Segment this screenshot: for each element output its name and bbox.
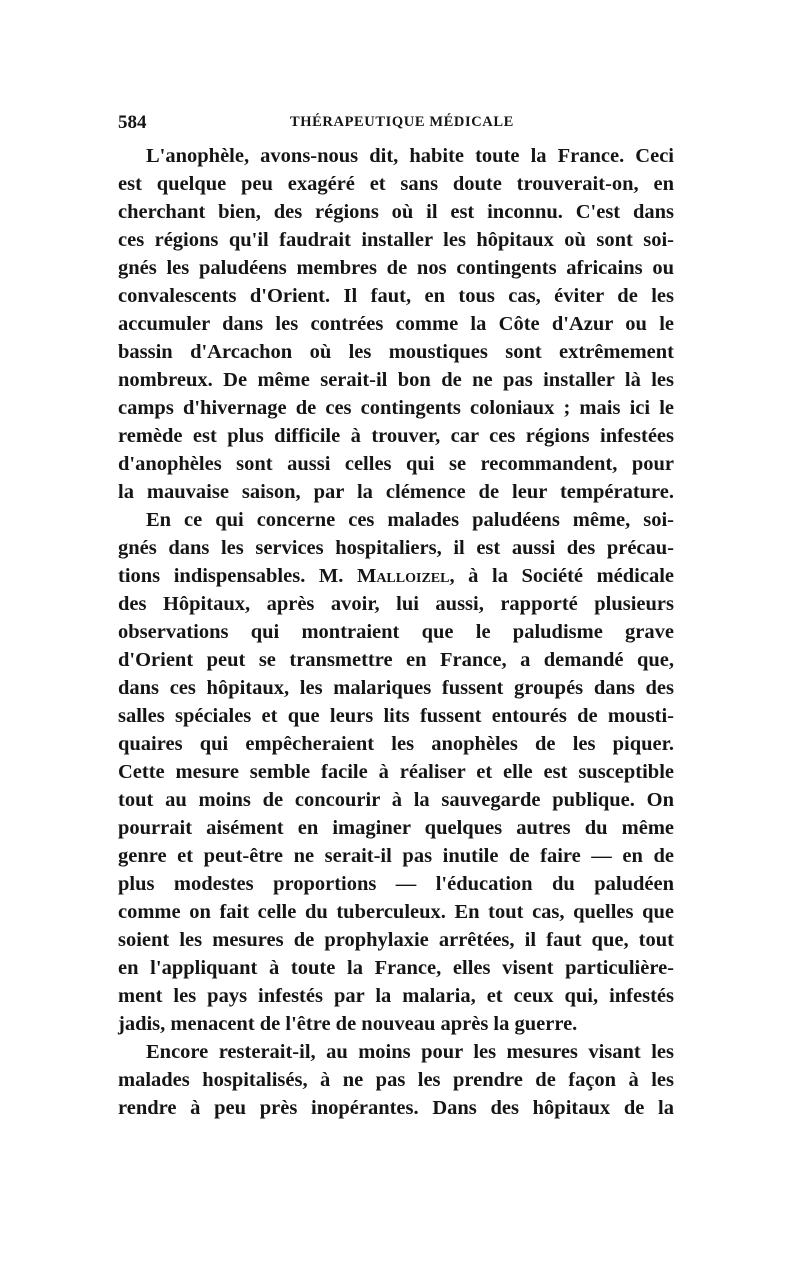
text-line: dans ces hôpitaux, les malariques fussent groupés dans des (118, 677, 674, 699)
text-line: L'anophèle, avons-nous dit, habite toute la France. Ceci (146, 145, 674, 167)
text-line: observations qui montraient que le paludisme grave (118, 621, 674, 643)
text-line: genre et peut-être ne serait-il pas inutile de faire — en de (118, 845, 674, 867)
text-line: salles spéciales et que leurs lits fussent entourés de mousti- (118, 705, 674, 727)
text-line: bassin d'Arcachon où les moustiques sont extrêmement (118, 341, 674, 363)
text-line: ces régions qu'il faudrait installer les hôpitaux où sont soi- (118, 229, 674, 251)
text-line-start: tions indispensables. M. (118, 565, 357, 587)
text-line: jadis, menacent de l'être de nouveau après la guerre. (118, 1013, 578, 1035)
text-line: accumuler dans les contrées comme la Côte d'Azur ou le (118, 313, 674, 335)
paragraph-3 (118, 1038, 674, 1122)
text-line: la mauvaise saison, par la clémence de leur température. (118, 481, 674, 503)
text-line: quaires qui empêcheraient les anophèles de les piquer. (118, 733, 674, 755)
page-header (118, 112, 674, 142)
text-line: gnés dans les services hospitaliers, il est aussi des précau- (118, 537, 674, 559)
text-line: d'anophèles sont aussi celles qui se recommandent, pour (118, 453, 674, 475)
text-line: cherchant bien, des régions où il est inconnu. C'est dans (118, 201, 674, 223)
body-text (118, 142, 674, 1122)
text-line-with-author (118, 562, 674, 590)
text-line: En ce qui concerne ces malades paludéens même, soi- (146, 509, 674, 531)
text-line: en l'appliquant à toute la France, elles visent particulière- (118, 957, 674, 979)
text-line: malades hospitalisés, à ne pas les prendre de façon à les (118, 1069, 674, 1091)
page-number: 584 (118, 112, 147, 133)
paragraph-2 (118, 506, 674, 1038)
text-line-end: , à la Société médicale (449, 565, 674, 587)
text-line: pourrait aisément en imaginer quelques autres du même (118, 817, 674, 839)
text-line: remède est plus difficile à trouver, car ces régions infestées (118, 425, 674, 447)
text-line: plus modestes proportions — l'éducation du paludéen (118, 873, 674, 895)
text-line: camps d'hivernage de ces contingents coloniaux ; mais ici le (118, 397, 674, 419)
text-line: des Hôpitaux, après avoir, lui aussi, rapporté plusieurs (118, 593, 674, 615)
author-name: Malloizel (356, 565, 450, 587)
text-line: Cette mesure semble facile à réaliser et elle est susceptible (118, 761, 674, 783)
text-line: ment les pays infestés par la malaria, et ceux qui, infestés (118, 985, 674, 1007)
running-title: THÉRAPEUTIQUE MÉDICALE (290, 114, 514, 130)
book-page (118, 112, 674, 1122)
text-line: nombreux. De même serait-il bon de ne pas installer là les (118, 369, 674, 391)
text-line: tout au moins de concourir à la sauvegarde publique. On (118, 789, 674, 811)
text-line: soient les mesures de prophylaxie arrêtées, il faut que, tout (118, 929, 674, 951)
text-line: comme on fait celle du tuberculeux. En tout cas, quelles que (118, 901, 674, 923)
text-line: est quelque peu exagéré et sans doute trouverait-on, en (118, 173, 674, 195)
text-line: gnés les paludéens membres de nos contingents africains ou (118, 257, 674, 279)
text-line: Encore resterait-il, au moins pour les mesures visant les (146, 1041, 674, 1063)
text-line: convalescents d'Orient. Il faut, en tous cas, éviter de les (118, 285, 674, 307)
text-line: rendre à peu près inopérantes. Dans des hôpitaux de la (118, 1097, 674, 1119)
paragraph-1 (118, 142, 674, 506)
text-line: d'Orient peut se transmettre en France, a demandé que, (118, 649, 674, 671)
